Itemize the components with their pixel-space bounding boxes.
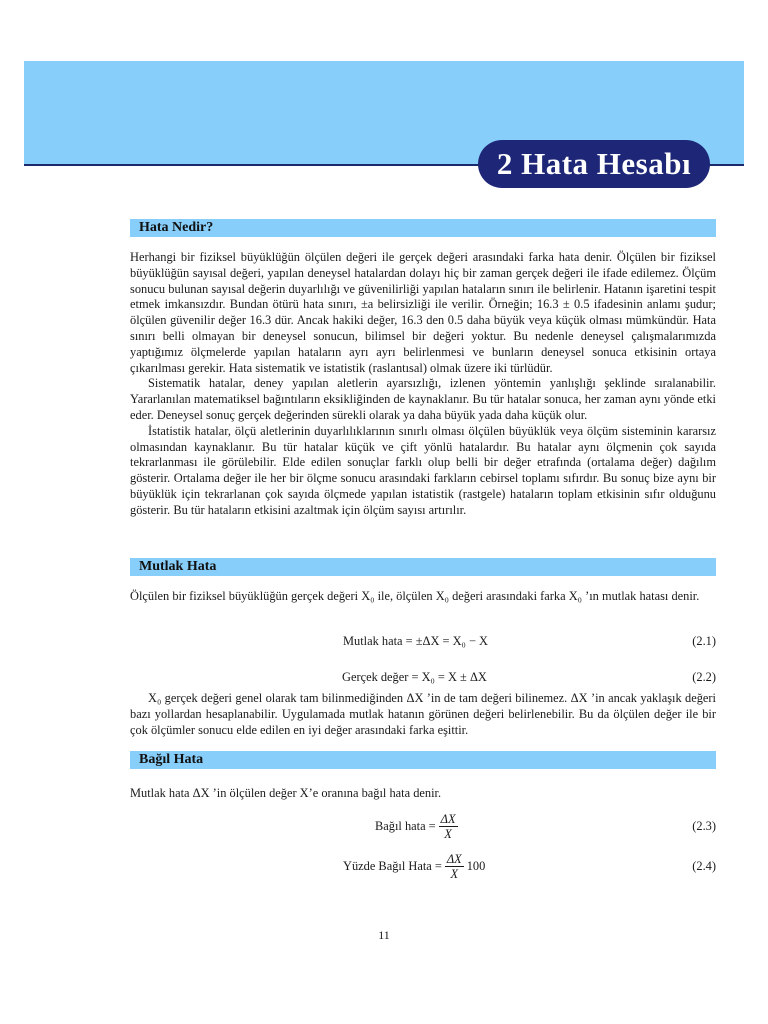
mutlak-hata-intro xyxy=(130,589,716,605)
section-heading-hata-nedir: Hata Nedir? xyxy=(130,219,716,237)
fraction-denominator: X xyxy=(450,866,459,881)
fraction-numerator: ΔX xyxy=(446,851,462,866)
fraction xyxy=(439,812,458,841)
equation-suffix: 100 xyxy=(466,858,486,873)
equation-2-1 xyxy=(130,624,716,658)
mutlak-hata-outro xyxy=(130,691,716,738)
paragraph: Herhangi bir fiziksel büyüklüğün ölçülen değeri ile gerçek değeri arasındaki farka hata denir. Ölçülen bir fiziksel büyüklüğün sayısal değeri, yapılan deneysel hatalardan dolayı hiç bir zaman gerçek değeri ile ifade edilemez. Ölçüm sonucu bulunan sayısal değerin duyarlılığı ve güvenilirliği yapılan hataların sınırı ile belirlenir. Hatanın işaretini tespit etmek imkansızdır. Bundan ötürü hata sınırı, ±a belirsizliği ile verilir. Örneğin; 16.3 ± 0.5 ifadesinin anlamı şudur; ölçülen güvenilir değer 16.3 dür. Ancak hakiki değer, 16.3 den 0.5 daha büyük veya küçük olması mümkündür. Hata sınırı belli olmayan bir deneysel sonucun, bilimsel bir değeri yoktur. Bu nedenle deneysel çalışmalarımızda yaptığımız ölçmelerde yapılan hataların ayrı ayrı belirlenmesi ve bunların deneysel sonuca etkisinin ortaya çıkarılması gerekir. Hata sistematik ve istatistik (raslantısal) olmak üzere iki türlüdür. xyxy=(130,250,716,375)
paragraph: Sistematik hatalar, deney yapılan aletlerin ayarsızlığı, izlenen yöntemin yanlışlığı şeklinde sıralanabilir. Yararlanılan matematiksel bağıntıların eksikliğinden de kaynaklanır. Bu tür hatalar sonuca, her zaman aynı yönde etki eder. Deneysel sonuç gerçek değerinden sürekli olarak ya daha büyük yada daha küçük olur. xyxy=(130,376,716,422)
equation-number: (2.1) xyxy=(692,633,716,648)
section-heading-bagil-hata: Bağıl Hata xyxy=(130,751,716,769)
fraction-denominator: X xyxy=(444,826,452,841)
equation-body xyxy=(375,809,461,843)
paragraph: X₀ gerçek değeri genel olarak tam bilinmediğinden ΔX ’in de tam değeri bilinemez. ΔX ’in ancak yaklaşık değeri bazı yollardan hesaplanabilir. Uygulamada mutlak hatanın görünen değeri belirlenebilir. Bu da ölçülen değer ile bir çok ölçümler sonucu elde edilen en iyi değer arasındaki farka eşittir. xyxy=(130,691,716,737)
equation-body: Mutlak hata = ±ΔX = X₀ − X xyxy=(343,633,489,648)
paragraph: Mutlak hata ΔX ’in ölçülen değer X’e oranına bağıl hata denir. xyxy=(130,786,442,800)
equation-body: Gerçek değer = X₀ = X ± ΔX xyxy=(342,669,487,684)
equation-number: (2.3) xyxy=(692,818,716,833)
fraction-numerator: ΔX xyxy=(440,811,456,826)
equation-label: Yüzde Bağıl Hata = xyxy=(343,858,442,873)
paragraph: Ölçülen bir fiziksel büyüklüğün gerçek değeri X₀ ile, ölçülen X₀ değeri arasındaki farka X₀ ’ın mutlak hatası denir. xyxy=(130,589,700,603)
fraction xyxy=(445,852,464,881)
section-body-hata-nedir xyxy=(130,250,716,519)
equation-label: Bağıl hata = xyxy=(375,818,436,833)
equation-number: (2.2) xyxy=(692,669,716,684)
page-number: 11 xyxy=(378,928,390,942)
equation-2-2 xyxy=(130,660,716,694)
equation-2-3 xyxy=(130,809,716,843)
section-heading-mutlak-hata: Mutlak Hata xyxy=(130,558,716,576)
equation-number: (2.4) xyxy=(692,858,716,873)
paragraph: İstatistik hatalar, ölçü aletlerinin duyarlılıklarının sınırlı olması ölçülen büyüklük veya ölçüm sisteminin kararsız olmasından kaynaklanır. Bu tür hatalar küçük ve çift yönlü hatalardır. Bu hatalar aynı ölçmenin çok sayıda tekrarlanması ile görülebilir. Elde edilen sonuçlar farklı olup belli bir değer etrafında (ortalama değer) dağılım gösterir. Ortalama değer ile her bir ölçme sonucu arasındaki farkların cebirsel toplamı sıfırdır. Bu sonuç bize aynı bir büyüklük için tekrarlanan çok sayıda ölçmede yapılan istatistik (rastgele) hataların toplam etkisinin sıfır olduğunu gösterir. Bu tür hataların etkisini azaltmak için ölçüm sayısı artırılır. xyxy=(130,423,716,517)
equation-2-4 xyxy=(130,849,716,883)
equation-body xyxy=(343,849,485,883)
bagil-hata-intro xyxy=(130,786,716,802)
chapter-title: 2 Hata Hesabı xyxy=(478,140,710,188)
